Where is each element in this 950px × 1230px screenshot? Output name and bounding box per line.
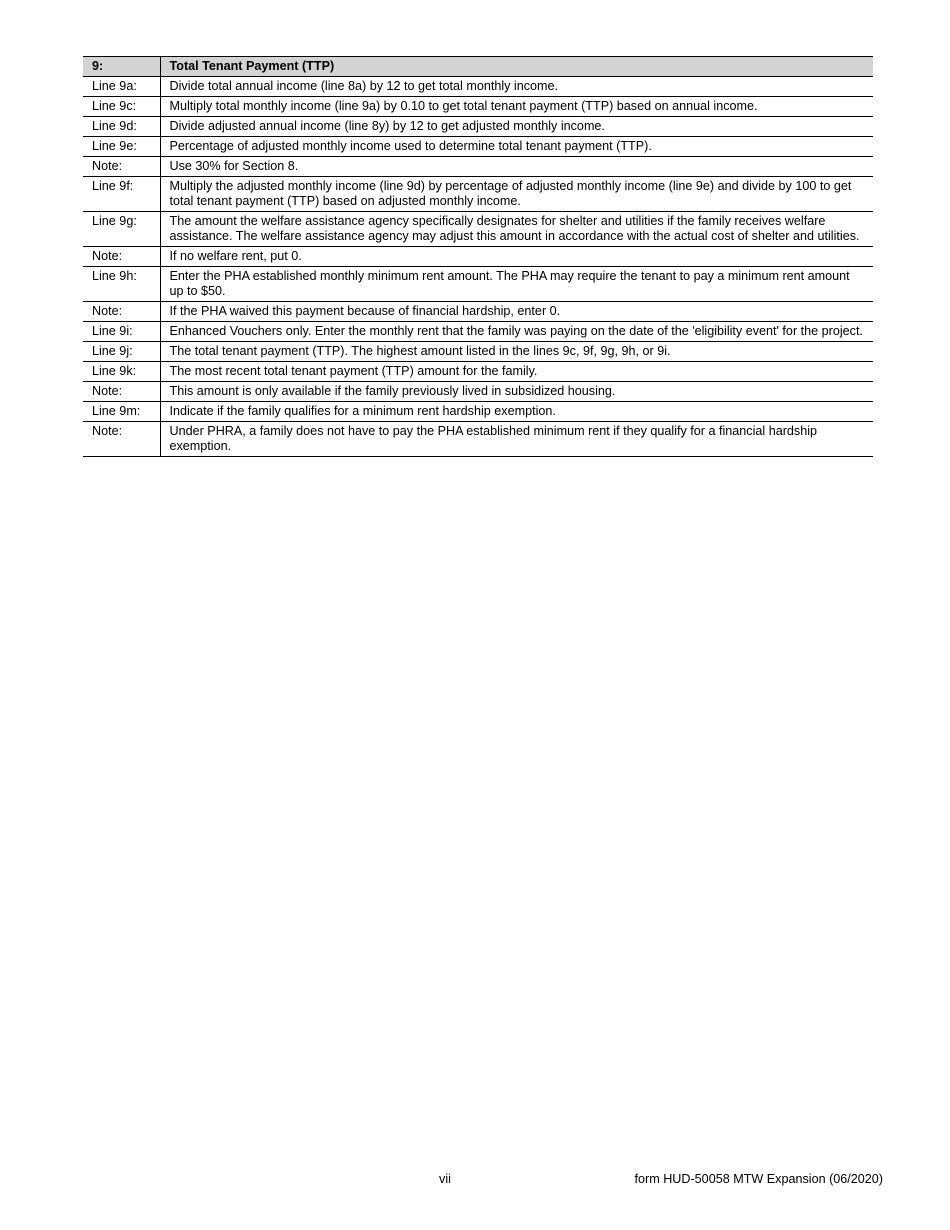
row-label: Line 9a:: [83, 77, 160, 97]
table-row: [83, 342, 873, 362]
table-row: [83, 117, 873, 137]
row-description: Percentage of adjusted monthly income used to determine total tenant payment (TTP).: [160, 137, 873, 157]
table-row: [83, 402, 873, 422]
table-row: [83, 422, 873, 457]
form-identifier: form HUD-50058 MTW Expansion (06/2020): [634, 1172, 883, 1186]
table-row: [83, 247, 873, 267]
table-row: [83, 322, 873, 342]
row-description: If no welfare rent, put 0.: [160, 247, 873, 267]
row-label: Line 9c:: [83, 97, 160, 117]
table-row: [83, 157, 873, 177]
row-description: Under PHRA, a family does not have to pay the PHA established minimum rent if they qualify for a financial hardship exemption.: [160, 422, 873, 457]
table-row: [83, 362, 873, 382]
row-description: Multiply total monthly income (line 9a) by 0.10 to get total tenant payment (TTP) based on annual income.: [160, 97, 873, 117]
row-label: Note:: [83, 157, 160, 177]
table-row: [83, 212, 873, 247]
row-description: Divide adjusted annual income (line 8y) by 12 to get adjusted monthly income.: [160, 117, 873, 137]
table-row: [83, 177, 873, 212]
ttp-instructions-table: [83, 56, 873, 457]
section-title: Total Tenant Payment (TTP): [160, 57, 873, 77]
table-row: [83, 302, 873, 322]
table-row: [83, 267, 873, 302]
row-label: Line 9g:: [83, 212, 160, 247]
row-label: Note:: [83, 302, 160, 322]
row-label: Line 9d:: [83, 117, 160, 137]
table-row: [83, 382, 873, 402]
row-description: Use 30% for Section 8.: [160, 157, 873, 177]
row-description: Enter the PHA established monthly minimum rent amount. The PHA may require the tenant to pay a minimum rent amount up to $50.: [160, 267, 873, 302]
row-label: Line 9i:: [83, 322, 160, 342]
row-label: Note:: [83, 382, 160, 402]
row-label: Note:: [83, 247, 160, 267]
row-description: The total tenant payment (TTP). The highest amount listed in the lines 9c, 9f, 9g, 9h, or 9i.: [160, 342, 873, 362]
table-row: [83, 97, 873, 117]
row-description: Enhanced Vouchers only. Enter the monthly rent that the family was paying on the date of the 'eligibility event' for the project.: [160, 322, 873, 342]
page-number: vii: [439, 1172, 451, 1186]
row-description: Divide total annual income (line 8a) by 12 to get total monthly income.: [160, 77, 873, 97]
table-header-row: [83, 57, 873, 77]
section-number: 9:: [83, 57, 160, 77]
row-description: This amount is only available if the family previously lived in subsidized housing.: [160, 382, 873, 402]
row-description: The most recent total tenant payment (TTP) amount for the family.: [160, 362, 873, 382]
row-description: The amount the welfare assistance agency specifically designates for shelter and utilities if the family receives welfare assistance. The welfare assistance agency may adjust this amount in accordance with the actual cost of shelter and utilities.: [160, 212, 873, 247]
row-description: Indicate if the family qualifies for a minimum rent hardship exemption.: [160, 402, 873, 422]
table-row: [83, 77, 873, 97]
table-row: [83, 137, 873, 157]
row-label: Line 9h:: [83, 267, 160, 302]
row-label: Line 9m:: [83, 402, 160, 422]
row-description: If the PHA waived this payment because of financial hardship, enter 0.: [160, 302, 873, 322]
row-label: Line 9k:: [83, 362, 160, 382]
table-body: [83, 77, 873, 457]
row-description: Multiply the adjusted monthly income (line 9d) by percentage of adjusted monthly income (line 9e) and divide by 100 to get total tenant payment (TTP) based on adjusted monthly income.: [160, 177, 873, 212]
row-label: Note:: [83, 422, 160, 457]
row-label: Line 9e:: [83, 137, 160, 157]
row-label: Line 9j:: [83, 342, 160, 362]
row-label: Line 9f:: [83, 177, 160, 212]
